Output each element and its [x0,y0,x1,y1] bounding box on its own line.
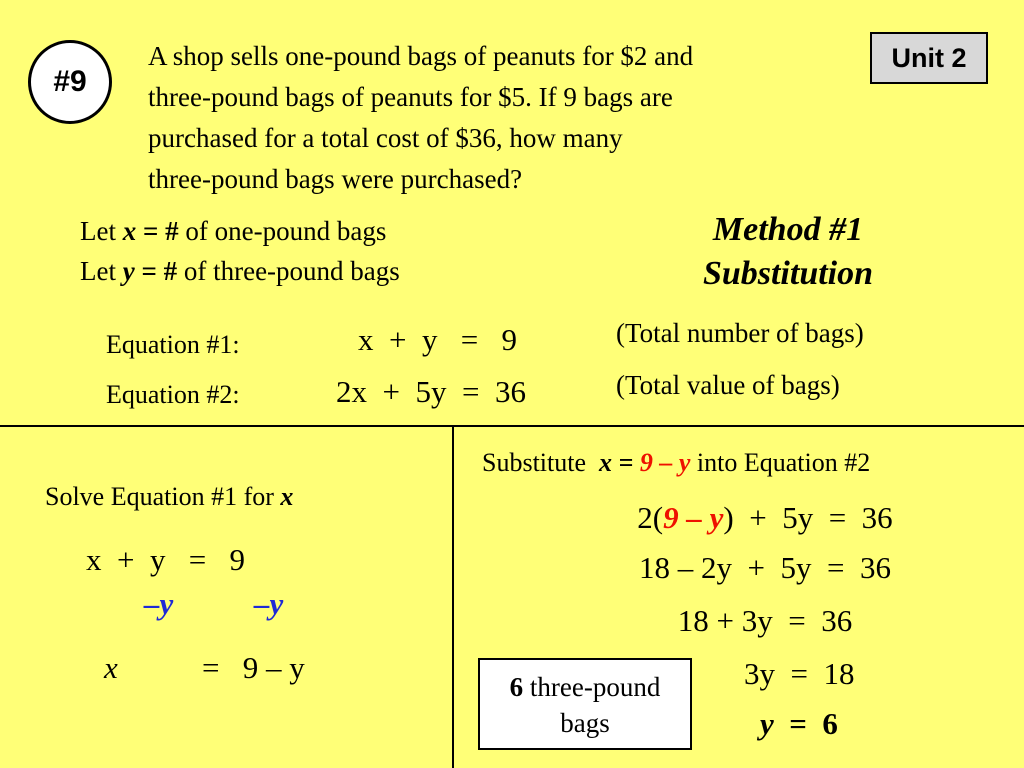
substitution-step-4: 3y = 18 [744,656,855,691]
equation-1-note: (Total number of bags) [616,318,864,348]
solve-heading: Solve Equation #1 for x [45,482,294,511]
method-heading [650,208,926,296]
left-equation: x + y = 9 [86,542,245,577]
variable-definition-x: Let x = # of one-pound bags [80,216,387,246]
problem-statement [148,36,858,200]
problem-line: three-pound bags were purchased? [148,164,523,194]
substitute-heading: Substitute x = 9 – y into Equation #2 [482,448,871,477]
problem-number-badge [28,40,112,124]
problem-line: purchased for a total cost of $36, how many [148,123,623,153]
vertical-divider [452,426,454,768]
answer-box: 6 three-pound bags [478,658,692,750]
equation-1-label: Equation #1: [106,330,240,359]
answer-number: 6 [509,672,524,702]
method-subtitle: Substitution [702,255,874,292]
final-answer: y = 6 [760,706,838,741]
horizontal-divider [0,425,1024,427]
problem-number: #9 [53,65,87,98]
result-x: x [104,650,118,685]
result-expression: = 9 – y [202,650,305,685]
variable-definition-y: Let y = # of three-pound bags [80,256,400,286]
substitution-step-1: 2(9 – y) + 5y = 36 [637,500,893,535]
substitution-step-3: 18 + 3y = 36 [677,603,853,638]
equation-1-expression: x + y = 9 [358,322,517,357]
equation-2-note: (Total value of bags) [616,370,840,400]
equation-2-label: Equation #2: [106,380,240,409]
problem-line: A shop sells one-pound bags of peanuts for $2 and [148,41,694,71]
unit-label: Unit 2 [891,42,967,73]
equation-2-expression: 2x + 5y = 36 [336,374,526,409]
subtract-y-right: –y [254,586,284,621]
substitution-step-2: 18 – 2y + 5y = 36 [639,550,891,585]
unit-label-box [870,32,988,84]
subtract-y-left: –y [144,586,174,621]
method-title: Method #1 [712,211,864,248]
problem-line: three-pound bags of peanuts for $5. If 9 bags are [148,82,673,112]
